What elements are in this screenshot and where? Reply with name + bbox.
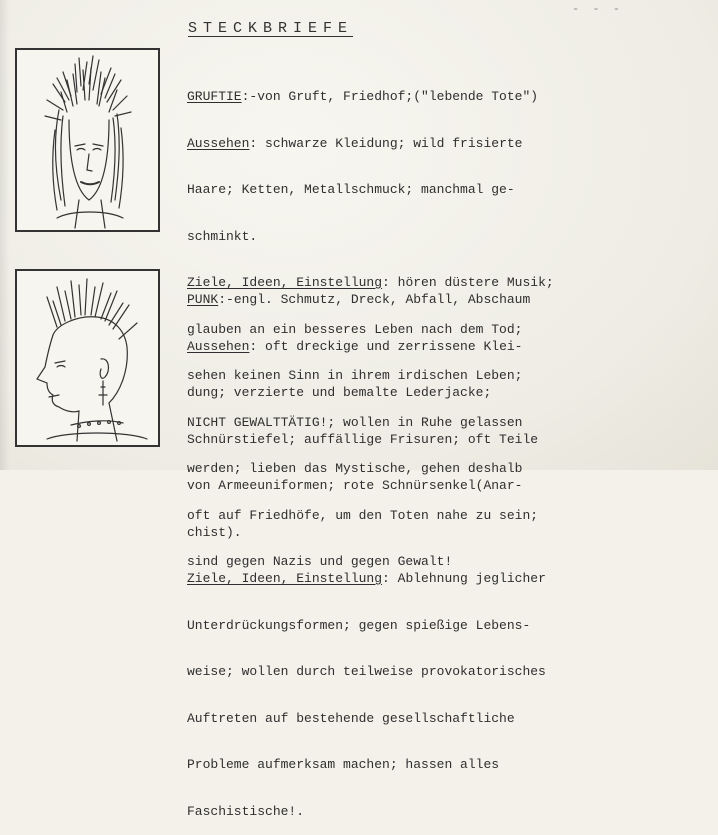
punk-heading-line [187, 292, 717, 308]
punk-description [187, 261, 717, 835]
corner-marks: - - - [572, 2, 624, 16]
punk-goals-text: : Ablehnung jeglicher [382, 571, 546, 586]
goth-appearance-text: : schwarze Kleidung; wild frisierte [249, 135, 523, 151]
goth-face-drawing [17, 50, 158, 230]
punk-face-drawing [17, 271, 158, 445]
punk-text-line: chist). [187, 524, 242, 540]
punk-text-line: Faschistische!. [187, 803, 305, 819]
goth-appearance-label: Aussehen [187, 135, 250, 151]
goth-text-line: glauben an ein besseres Leben nach dem Tod; [187, 321, 523, 337]
goth-text-line: oft auf Friedhöfe, um den Toten nahe zu sein; [187, 507, 539, 523]
punk-name: PUNK [187, 292, 219, 307]
paper-edge-shadow [0, 0, 10, 470]
goth-appearance-line [187, 136, 717, 152]
punk-goals-line [187, 571, 717, 587]
goth-goals-label: Ziele, Ideen, Einstellung [187, 275, 383, 290]
punk-appearance-line [187, 339, 717, 355]
goth-etymology: :-von Gruft, Friedhof;("lebende Tote") [241, 89, 539, 104]
goth-text-line: schminkt. [187, 228, 258, 244]
punk-text-line: dung; verzierte und bemalte Lederjacke; [187, 385, 492, 400]
punk-text-line: Schnürstiefel; auffällige Frisuren; oft Teile [187, 431, 539, 447]
punk-portrait-illustration [15, 269, 160, 447]
page-title: STECKBRIEFE [188, 20, 354, 37]
goth-text-line: NICHT GEWALTTÄTIG!; wollen in Ruhe gelassen [187, 414, 523, 430]
goth-text-line: sind gegen Nazis und gegen Gewalt! [187, 554, 453, 569]
punk-etymology: :-engl. Schmutz, Dreck, Abfall, Abschaum [218, 292, 531, 307]
punk-text-line: Unterdrückungsformen; gegen spießige Lebens- [187, 617, 531, 633]
goth-text-line: sehen keinen Sinn in ihrem irdischen Leben; [187, 368, 523, 383]
goth-goals-text: : hören düstere Musik; [382, 275, 554, 290]
punk-text-line: Auftreten auf bestehende gesellschaftliche [187, 710, 515, 726]
goth-text-line: werden; lieben das Mystische, gehen deshalb [187, 461, 523, 476]
punk-appearance-text: : oft dreckige und zerrissene Klei- [249, 338, 523, 354]
punk-appearance-label: Aussehen [187, 338, 250, 354]
goth-portrait-illustration [15, 48, 160, 232]
goth-name: GRUFTIE [187, 89, 242, 104]
punk-text-line: weise; wollen durch teilweise provokatorisches [187, 664, 546, 679]
punk-text-line: Probleme aufmerksam machen; hassen alles [187, 757, 500, 772]
punk-goals-label: Ziele, Ideen, Einstellung [187, 571, 383, 586]
punk-text-line: von Armeeuniformen; rote Schnürsenkel(Anar- [187, 478, 523, 493]
goth-heading-line [187, 89, 717, 105]
goth-text-line: Haare; Ketten, Metallschmuck; manchmal ge- [187, 182, 515, 197]
